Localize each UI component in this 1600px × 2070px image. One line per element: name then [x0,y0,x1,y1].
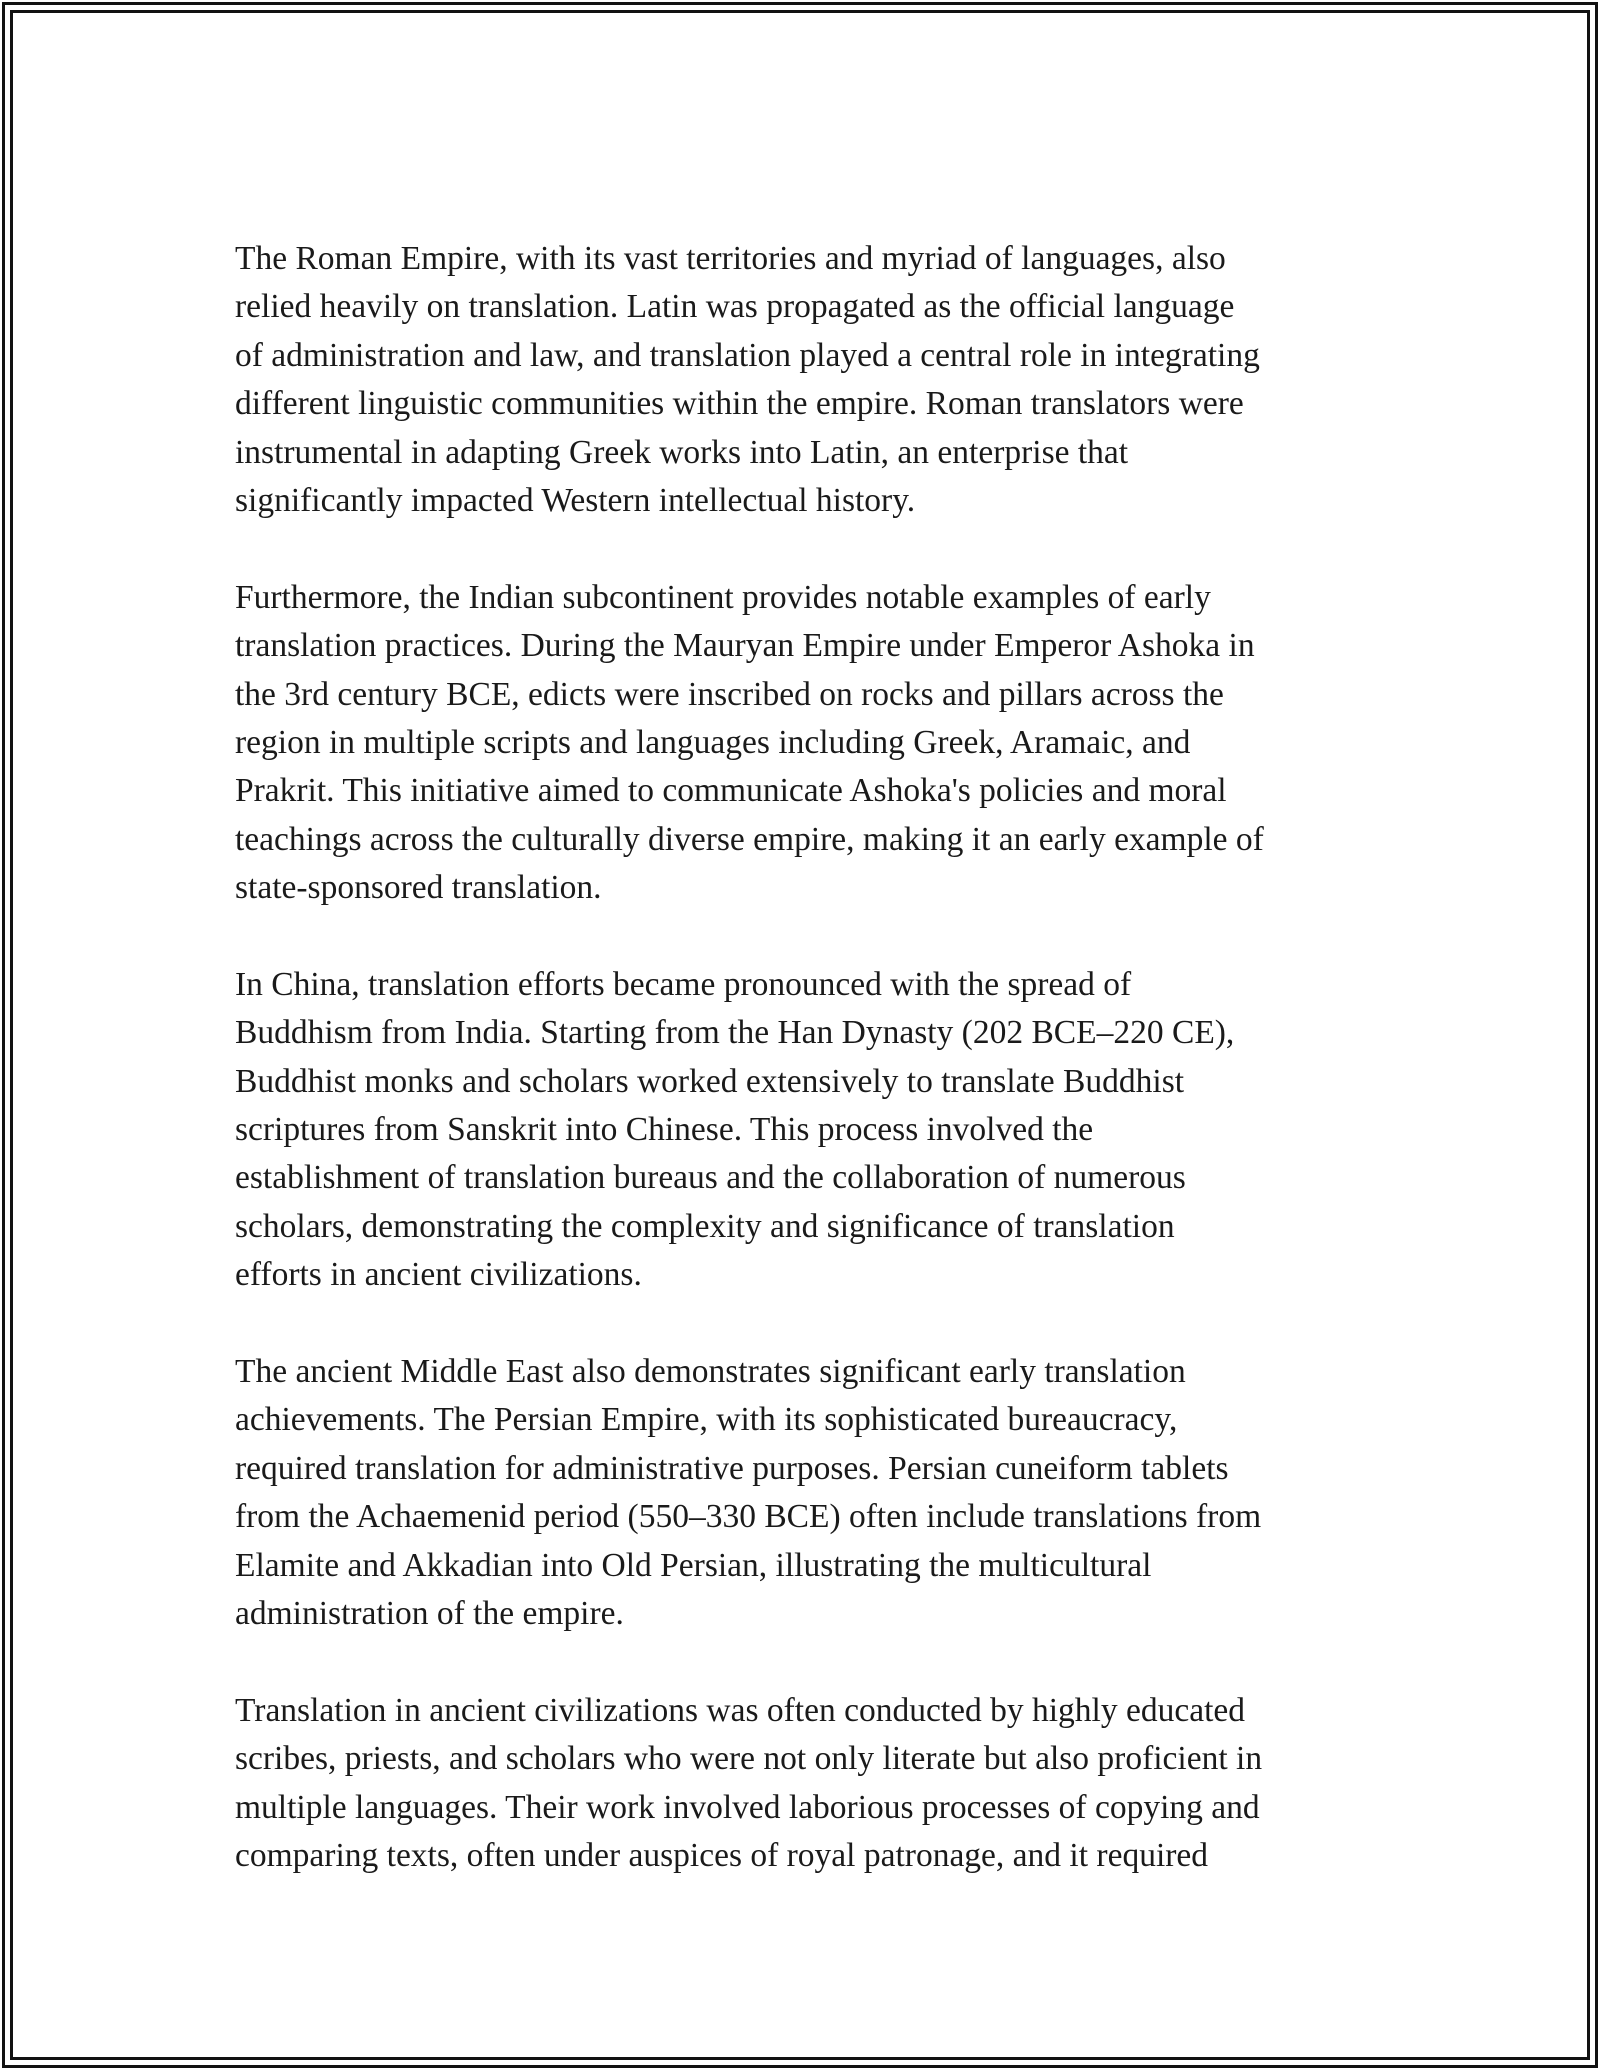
text-line: Translation in ancient civilizations was often conducted by highly educated [235,1691,1246,1729]
text-line: the 3rd century BCE, edicts were inscribed on rocks and pillars across the [235,675,1224,713]
text-line: region in multiple scripts and languages including Greek, Aramaic, and [235,723,1191,761]
text-line: relied heavily on translation. Latin was propagated as the official language [235,288,1235,326]
paragraph-roman-empire [235,235,1375,525]
text-line: scholars, demonstrating the complexity and significance of translation [235,1207,1175,1245]
text-line: Furthermore, the Indian subcontinent provides notable examples of early [235,578,1211,616]
text-line: scriptures from Sanskrit into Chinese. This process involved the [235,1111,1094,1149]
paragraph-middle-east [235,1348,1375,1638]
text-line: administration of the empire. [235,1594,624,1632]
text-line: from the Achaemenid period (550–330 BCE) often include translations from [235,1498,1262,1536]
text-line: establishment of translation bureaus and the collaboration of numerous [235,1159,1186,1197]
text-line: Prakrit. This initiative aimed to communicate Ashoka's policies and moral [235,772,1227,810]
text-line: efforts in ancient civilizations. [235,1256,642,1294]
text-line: The Roman Empire, with its vast territories and myriad of languages, also [235,240,1226,277]
paragraph-indian-subcontinent [235,574,1375,913]
text-line: Buddhist monks and scholars worked extensively to translate Buddhist [235,1062,1185,1100]
text-line: In China, translation efforts became pronounced with the spread of [235,965,1132,1003]
text-line: The ancient Middle East also demonstrates significant early translation [235,1352,1186,1390]
text-line: multiple languages. Their work involved laborious processes of copying and [235,1788,1260,1826]
document-body [235,235,1375,1929]
paragraph-translators [235,1687,1375,1881]
text-line: comparing texts, often under auspices of royal patronage, and it required [235,1836,1209,1874]
text-line: of administration and law, and translation played a central role in integrating [235,336,1260,374]
text-line: Buddhism from India. Starting from the Han Dynasty (202 BCE–220 CE), [235,1014,1235,1052]
text-line: achievements. The Persian Empire, with its sophisticated bureaucracy, [235,1401,1178,1439]
text-line: instrumental in adapting Greek works into Latin, an enterprise that [235,433,1129,471]
text-line: different linguistic communities within the empire. Roman translators were [235,385,1244,423]
text-line: significantly impacted Western intellectual history. [235,481,916,519]
paragraph-china [235,961,1375,1300]
text-line: Elamite and Akkadian into Old Persian, illustrating the multicultural [235,1546,1152,1584]
text-line: translation practices. During the Mauryan Empire under Emperor Ashoka in [235,627,1255,665]
text-line: state-sponsored translation. [235,869,602,907]
text-line: scribes, priests, and scholars who were not only literate but also proficient in [235,1740,1263,1778]
text-line: teachings across the culturally diverse empire, making it an early example of [235,820,1264,858]
text-line: required translation for administrative purposes. Persian cuneiform tablets [235,1449,1229,1487]
